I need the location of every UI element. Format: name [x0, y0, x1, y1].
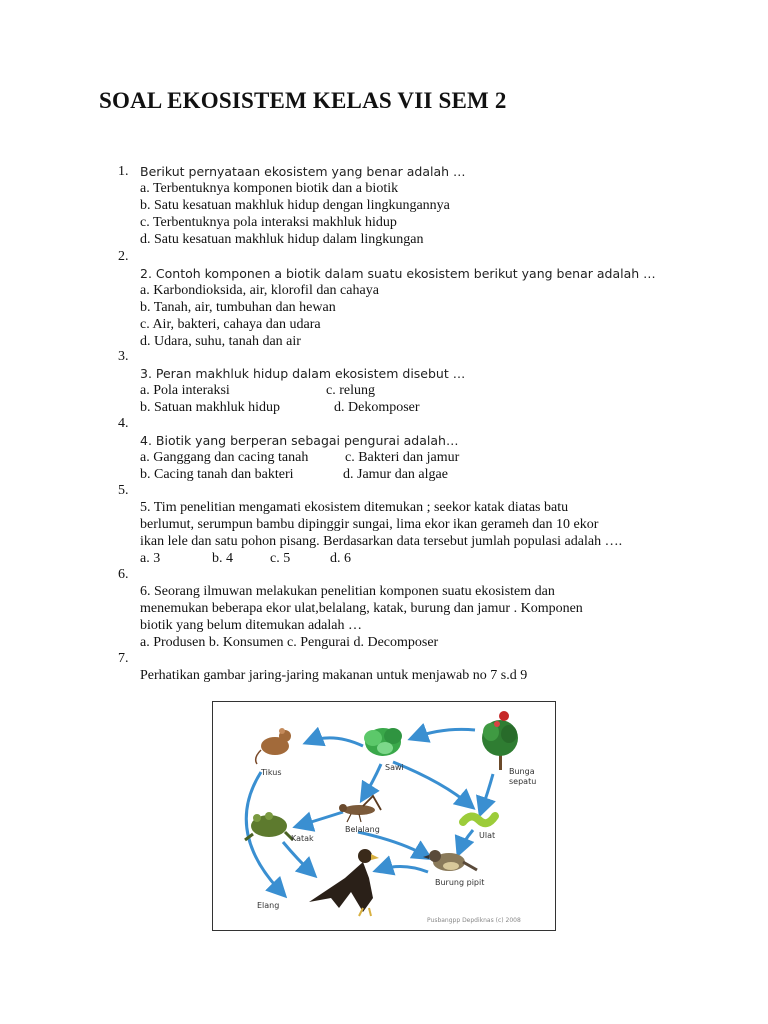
image-credit: Pusbangpp Depdiknas (c) 2008 [427, 917, 521, 924]
option-c: c. relung [326, 383, 375, 398]
option-d: d. Jamur dan algae [343, 467, 448, 482]
option-b: b. 4 [212, 551, 233, 566]
label-burung-pipit: Burung pipit [435, 878, 485, 887]
option-b: b. Satuan makhluk hidup [140, 400, 280, 415]
arrow-sawi-tikus [308, 738, 363, 746]
page-title: SOAL EKOSISTEM KELAS VII SEM 2 [99, 88, 507, 113]
label-katak: Katak [291, 834, 314, 843]
label-belalang: Belalang [345, 825, 380, 834]
question-number: 5. [118, 483, 129, 498]
question-text-line-3: biotik yang belum ditemukan adalah … [140, 618, 363, 633]
question-number: 2. [118, 249, 129, 264]
option-c: c. Air, bakteri, cahaya dan udara [140, 317, 321, 332]
arrow-pipit-elang [378, 866, 428, 872]
question-text: 4. Biotik yang berperan sebagai pengurai adalah… [140, 433, 459, 448]
options: a. Produsen b. Konsumen c. Pengurai d. Decomposer [140, 635, 439, 650]
label-sawi: Sawi [385, 763, 404, 772]
option-d: d. 6 [330, 551, 351, 566]
option-b: b. Tanah, air, tumbuhan dan hewan [140, 300, 336, 315]
question-text-line-2: menemukan beberapa ekor ulat,belalang, katak, burung dan jamur . Komponen [140, 601, 583, 616]
question-text-line-2: berlumut, serumpun bambu dipinggir sungai, lima ekor ikan gerameh dan 10 ekor [140, 517, 599, 532]
caterpillar-icon [463, 816, 495, 823]
option-a: a. Karbondioksida, air, klorofil dan cahaya [140, 283, 379, 298]
question-text-line-1: 5. Tim penelitian mengamati ekosistem ditemukan ; seekor katak diatas batu [140, 500, 569, 515]
question-text: Berikut pernyataan ekosistem yang benar adalah … [140, 164, 466, 179]
option-d: d. Satu kesatuan makhluk hidup dalam lingkungan [140, 232, 424, 247]
arrow-bunga-sawi [413, 729, 475, 738]
option-b: b. Cacing tanah dan bakteri [140, 467, 294, 482]
question-text: Perhatikan gambar jaring-jaring makanan untuk menjawab no 7 s.d 9 [140, 668, 528, 683]
question-number: 6. [118, 567, 129, 582]
label-ulat: Ulat [479, 831, 496, 840]
food-web-image [212, 701, 556, 931]
question-text: 2. Contoh komponen a biotik dalam suatu ekosistem berikut yang benar adalah … [140, 266, 656, 281]
arrow-ulat-pipit [459, 830, 473, 852]
question-number: 3. [118, 349, 129, 364]
option-a: a. Ganggang dan cacing tanah [140, 450, 309, 465]
option-c: c. Terbentuknya pola interaksi makhluk hidup [140, 215, 397, 230]
arrow-belalang-katak [298, 812, 343, 826]
eagle-icon [309, 849, 379, 916]
label-sepatu: sepatu [509, 777, 537, 786]
question-number: 1. [118, 164, 129, 179]
option-d: d. Udara, suhu, tanah dan air [140, 334, 301, 349]
arrow-bunga-ulat [481, 774, 493, 812]
sparrow-icon [423, 850, 477, 871]
hibiscus-plant-icon [482, 711, 518, 770]
option-a: a. 3 [140, 551, 161, 566]
arrow-sawi-ulat [393, 762, 471, 806]
label-bunga: Bunga [509, 767, 535, 776]
option-d: d. Dekomposer [334, 400, 420, 415]
question-text: 3. Peran makhluk hidup dalam ekosistem disebut … [140, 366, 466, 381]
food-web-diagram [213, 702, 555, 930]
option-b: b. Satu kesatuan makhluk hidup dengan lingkungannya [140, 198, 450, 213]
question-text-line-3: ikan lele dan satu pohon pisang. Berdasarkan data tersebut jumlah populasi adalah …. [140, 534, 623, 549]
arrow-katak-elang [283, 842, 313, 874]
option-c: c. 5 [270, 551, 291, 566]
question-number: 4. [118, 416, 129, 431]
frog-icon [245, 812, 293, 840]
mustard-greens-icon [364, 728, 402, 756]
label-tikus: Tikus [261, 768, 282, 777]
option-a: a. Pola interaksi [140, 383, 230, 398]
mouse-icon [256, 728, 291, 764]
question-text-line-1: 6. Seorang ilmuwan melakukan penelitian komponen suatu ekosistem dan [140, 584, 555, 599]
label-elang: Elang [257, 901, 280, 910]
option-a: a. Terbentuknya komponen biotik dan a biotik [140, 181, 399, 196]
option-c: c. Bakteri dan jamur [345, 450, 460, 465]
grasshopper-icon [339, 796, 381, 822]
arrow-sawi-belalang [363, 764, 381, 798]
question-number: 7. [118, 651, 129, 666]
